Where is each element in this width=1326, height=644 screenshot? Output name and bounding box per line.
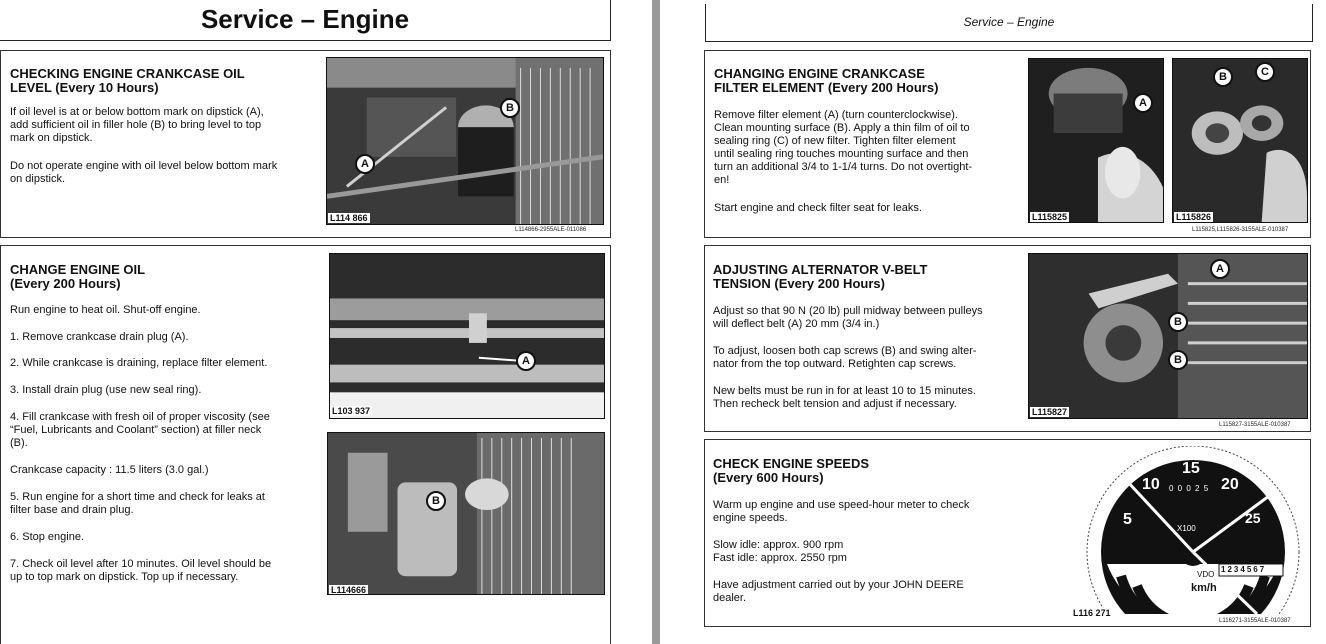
page-title: Service – Engine	[200, 4, 410, 34]
alternator-photo	[1028, 253, 1308, 419]
engine-photo-drain-plug	[329, 253, 605, 419]
section-filter-element	[704, 50, 1311, 238]
figure-ref-code: L115825,L115826-3155ALE-010387	[1192, 227, 1289, 233]
callout-b: B	[1168, 350, 1188, 370]
paragraph: Start engine and check filter seat for leaks.	[714, 202, 922, 214]
paragraph: 4. Fill crankcase with fresh oil of proper viscosity (see “Fuel, Lubricants and Coolant” section) at filler neck (B).	[10, 411, 270, 449]
left-page	[0, 0, 652, 644]
figure-ref-code: L116271-3155ALE-010387	[1219, 618, 1291, 624]
paragraph: Warm up engine and use speed-hour meter to check engine speeds.	[713, 499, 970, 524]
figure-label: L115827	[1032, 407, 1068, 417]
paragraph: Run engine to heat oil. Shut-off engine.	[10, 304, 201, 316]
paragraph: 5. Run engine for a short time and check for leaks at filter base and drain plug.	[10, 491, 265, 516]
speed-hour-meter	[1071, 446, 1305, 614]
gear-3: 3	[1233, 565, 1239, 574]
paragraph: Slow idle: approx. 900 rpm Fast idle: approx. 2550 rpm	[713, 539, 847, 564]
paragraph: 7. Check oil level after 10 minutes. Oil level should be up to top mark on dipstick. Top up if necessary.	[10, 558, 272, 583]
callout-c: C	[1255, 62, 1275, 82]
callout-a: A	[355, 154, 375, 174]
callout-a: A	[1210, 259, 1230, 279]
section-title: CHECK ENGINE SPEEDS (Every 600 Hours)	[713, 456, 870, 485]
gauge-brand: VDO	[1197, 570, 1215, 579]
gear-6: 6	[1253, 565, 1258, 574]
gauge-scale-15: 15	[1182, 460, 1200, 477]
section-title: ADJUSTING ALTERNATOR V-BELT TENSION (Every 200 Hours)	[713, 262, 928, 291]
paragraph: If oil level is at or below bottom mark on dipstick (A), add sufficient oil in filler hole (B) to bring level to top mark on dipstick.	[10, 106, 264, 144]
paragraph: 2. While crankcase is draining, replace filter element.	[10, 357, 268, 369]
gear-indicators	[1221, 565, 1264, 574]
callout-b: B	[1168, 312, 1188, 332]
gear-7: 7	[1259, 565, 1265, 574]
section-check-oil-level	[0, 50, 611, 238]
callout-a: A	[1133, 93, 1153, 113]
gear-2: 2	[1227, 565, 1232, 574]
paragraph: Have adjustment carried out by your JOHN DEERE dealer.	[713, 579, 964, 604]
page-title: Service – Engine	[963, 15, 1055, 29]
figure-label: L115825	[1032, 212, 1068, 222]
engine-photo-dipstick	[326, 57, 604, 225]
paragraph: To adjust, loosen both cap screws (B) and swing alter- nator from the top outward. Retighten cap screws.	[713, 345, 977, 370]
section-change-oil	[0, 245, 611, 644]
paragraph: Adjust so that 90 N (20 lb) pull midway between pulleys will deflect belt (A) 20 mm (3/4 in.)	[713, 305, 983, 330]
figure-label: L116 271	[1073, 608, 1111, 618]
hour-counter: 0 0 0 2 5	[1169, 484, 1210, 493]
gear-4: 4	[1240, 565, 1245, 574]
section-engine-speeds	[704, 439, 1311, 627]
paragraph: Remove filter element (A) (turn counterclockwise). Clean mounting surface (B). Apply a thin film of oil to sealing ring (C) of new filter. Tighten filter element until sealing ring touches mounting surface and then turn an additional 3/4 to 1-1/4 turns. Do not overtight- en!	[714, 109, 973, 186]
paragraph: New belts must be run in for at least 10 to 15 minutes. Then recheck belt tension and adjust if necessary.	[713, 385, 976, 410]
gauge-scale-10: 10	[1142, 476, 1160, 493]
left-page-header	[0, 0, 611, 41]
callout-a: A	[516, 351, 536, 371]
figure-ref-code: L114866-2955ALE-011086	[515, 227, 587, 233]
section-title: CHECKING ENGINE CRANKCASE OIL LEVEL (Every 10 Hours)	[10, 66, 245, 95]
filter-photo-removal	[1028, 58, 1164, 223]
gauge-speed-unit: km/h	[1191, 582, 1217, 594]
section-title: CHANGING ENGINE CRANKCASE FILTER ELEMENT (Every 200 Hours)	[714, 66, 939, 95]
paragraph: Do not operate engine with oil level below bottom mark on dipstick.	[10, 160, 278, 185]
figure-label: L103 937	[332, 406, 371, 416]
callout-b: B	[426, 491, 446, 511]
figure-label: L114 866	[330, 213, 368, 223]
section-alternator-belt	[704, 245, 1311, 432]
callout-b: B	[500, 98, 520, 118]
paragraph: 6. Stop engine.	[10, 531, 85, 543]
gear-1: 1	[1221, 565, 1226, 574]
figure-label: L115826	[1176, 212, 1212, 222]
figure-label: L114666	[331, 585, 367, 595]
page-gutter	[652, 0, 660, 644]
gauge-scale-20: 20	[1221, 476, 1239, 493]
figure-ref-code: L115827-3155ALE-010387	[1219, 422, 1291, 428]
engine-photo-filler-neck	[327, 432, 605, 595]
filter-photo-new-filter	[1172, 58, 1308, 223]
callout-b: B	[1213, 67, 1233, 87]
section-title: CHANGE ENGINE OIL (Every 200 Hours)	[10, 262, 146, 291]
gauge-scale-5: 5	[1123, 511, 1132, 528]
gauge-scale-25: 25	[1245, 510, 1261, 526]
gear-5: 5	[1246, 565, 1252, 574]
gauge-x100-label: X100	[1177, 524, 1196, 533]
paragraph: Crankcase capacity : 11.5 liters (3.0 gal.)	[10, 464, 209, 476]
right-page-header	[705, 4, 1313, 42]
paragraph: 1. Remove crankcase drain plug (A).	[10, 331, 189, 343]
paragraph: 3. Install drain plug (use new seal ring).	[10, 384, 202, 396]
right-page	[660, 0, 1326, 644]
